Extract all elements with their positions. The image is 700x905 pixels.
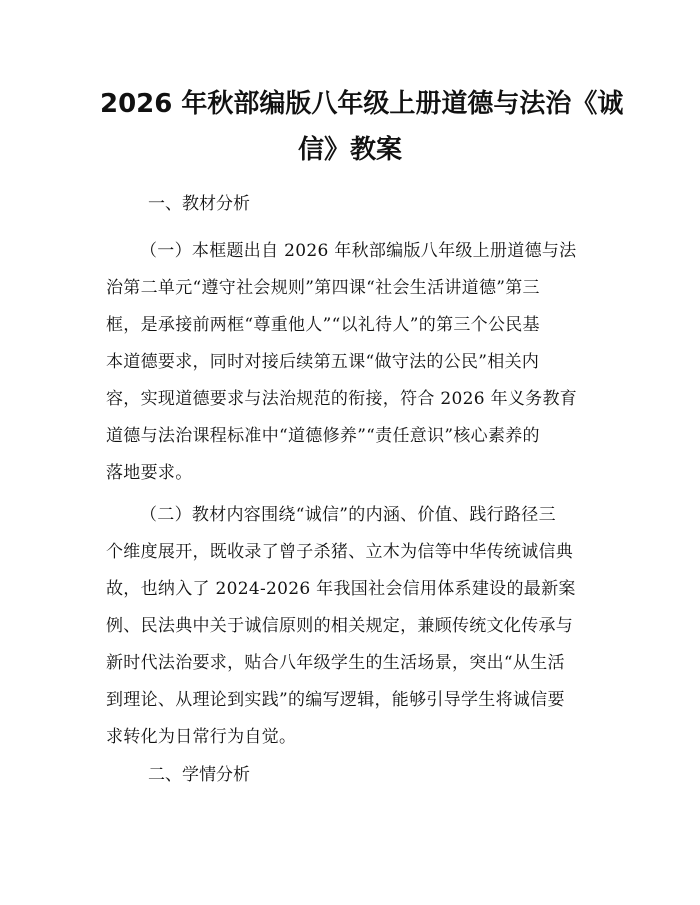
paragraph-textbook-analysis-1 bbox=[106, 233, 606, 492]
section-heading-student-analysis: 二、学情分析 bbox=[148, 765, 250, 785]
paragraph-line: 框，是承接前两框“尊重他人”“以礼待人”的第三个公民基 bbox=[106, 315, 540, 335]
paragraph-line: 求转化为日常行为自觉。 bbox=[106, 727, 297, 747]
paragraph-line: 落地要求。 bbox=[106, 463, 193, 483]
paragraph-line: 个维度展开，既收录了曾子杀猪、立木为信等中华传统诚信典 bbox=[106, 542, 574, 562]
paragraph-line: 本道德要求，同时对接后续第五课“做守法的公民”相关内 bbox=[106, 352, 540, 372]
paragraph-line: 故，也纳入了 2024-2026 年我国社会信用体系建设的最新案 bbox=[106, 579, 576, 599]
paragraph-line: 到理论、从理论到实践”的编写逻辑，能够引导学生将诚信要 bbox=[106, 690, 565, 710]
paragraph-line: （二）教材内容围绕“诚信”的内涵、价值、践行路径三 bbox=[140, 505, 556, 525]
paragraph-line: （一）本框题出自 2026 年秋部编版八年级上册道德与法 bbox=[140, 241, 577, 261]
document-title-line-1: 2026 年秋部编版八年级上册道德与法治《诚 bbox=[100, 89, 624, 119]
paragraph-line: 新时代法治要求，贴合八年级学生的生活场景，突出“从生活 bbox=[106, 653, 565, 673]
paragraph-line: 例、民法典中关于诚信原则的相关规定，兼顾传统文化传承与 bbox=[106, 616, 574, 636]
document-title-line-2: 信》教案 bbox=[297, 135, 402, 165]
paragraph-line: 道德与法治课程标准中“道德修养”“责任意识”核心素养的 bbox=[106, 426, 540, 446]
paragraph-line: 容，实现道德要求与法治规范的衔接，符合 2026 年义务教育 bbox=[106, 389, 578, 409]
section-heading-textbook-analysis: 一、教材分析 bbox=[148, 194, 250, 214]
paragraph-textbook-analysis-2 bbox=[106, 497, 606, 756]
paragraph-line: 治第二单元“遵守社会规则”第四课“社会生活讲道德”第三 bbox=[106, 278, 540, 298]
